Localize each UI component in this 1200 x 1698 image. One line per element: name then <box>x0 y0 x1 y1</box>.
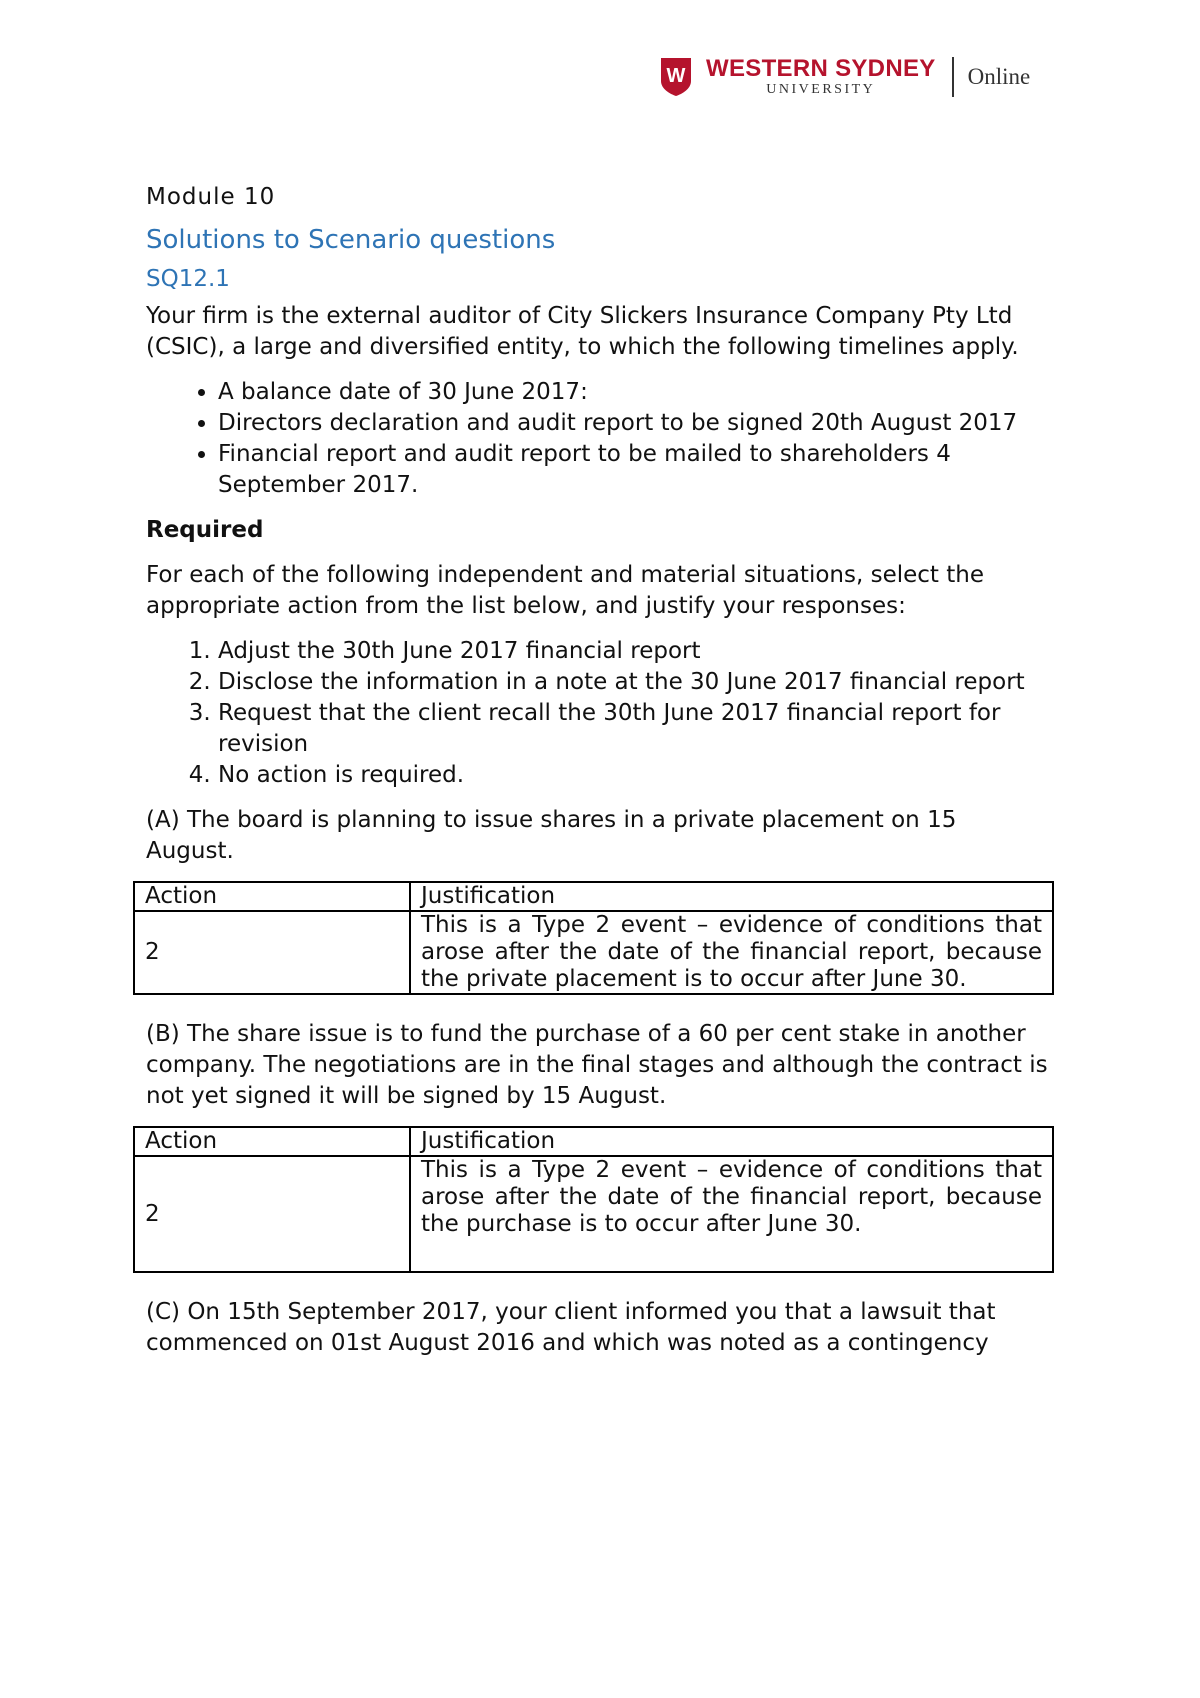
situation-a-text: (A) The board is planning to issue shares in a private placement on 15 August. <box>146 807 957 864</box>
logo-wordmark <box>706 56 936 98</box>
header-action: Action <box>134 882 410 911</box>
logo-initial: W <box>666 65 686 87</box>
list-item: 2. Disclose the information in a note at the 30 June 2017 financial report <box>218 667 1051 698</box>
situation-b-text: (B) The share issue is to fund the purchase of a 60 per cent stake in another company. The negotiations are in the final stages and although the contract is not yet signed it will be signed by 15 August. <box>146 1021 1048 1109</box>
logo-subname: UNIVERSITY <box>766 82 876 97</box>
table-header-row <box>134 1127 1053 1156</box>
list-item: • A balance date of 30 June 2017: <box>218 377 1051 408</box>
page-heading: Solutions to Scenario questions <box>146 225 556 255</box>
logo-suffix: Online <box>967 64 1031 89</box>
header-justification: Justification <box>410 1127 1053 1156</box>
situation-b-table <box>133 1126 1054 1273</box>
list-item: • Financial report and audit report to be mailed to shareholders 4 September 2017. <box>218 439 1051 501</box>
situation-a-table <box>133 881 1054 995</box>
cell-action: 2 <box>134 911 410 994</box>
shield-logo-icon <box>660 57 692 97</box>
cell-action: 2 <box>134 1156 410 1272</box>
question-id: SQ12.1 <box>146 266 230 292</box>
list-item: 3. Request that the client recall the 30th June 2017 financial report for revision <box>218 698 1051 760</box>
intro-paragraph: Your firm is the external auditor of City Slickers Insurance Company Pty Ltd (CSIC), a large and diversified entity, to which the following timelines apply. <box>146 303 1019 360</box>
required-label: Required <box>146 517 264 543</box>
university-logo <box>660 56 1030 98</box>
header-action: Action <box>134 1127 410 1156</box>
logo-divider <box>952 57 954 97</box>
document-body <box>146 182 1051 1373</box>
list-item: 1. Adjust the 30th June 2017 financial report <box>218 636 1051 667</box>
module-title: Module 10 <box>146 184 276 210</box>
table-row <box>134 1156 1053 1272</box>
logo-name: WESTERN SYDNEY <box>706 55 936 82</box>
table-row <box>134 911 1053 994</box>
timeline-list <box>146 377 1051 501</box>
instruction-paragraph: For each of the following independent and material situations, select the appropriate action from the list below, and justify your responses: <box>146 562 984 619</box>
cell-justification: This is a Type 2 event – evidence of conditions that arose after the date of the financial report, because the purchase is to occur after June 30. <box>410 1156 1053 1272</box>
action-list <box>146 636 1051 791</box>
situation-c-text: (C) On 15th September 2017, your client informed you that a lawsuit that commenced on 01st August 2016 and which was noted as a contingency <box>146 1299 996 1356</box>
header-justification: Justification <box>410 882 1053 911</box>
cell-justification: This is a Type 2 event – evidence of conditions that arose after the date of the financial report, because the private placement is to occur after June 30. <box>410 911 1053 994</box>
table-header-row <box>134 882 1053 911</box>
list-item: 4. No action is required. <box>218 760 1051 791</box>
list-item: • Directors declaration and audit report to be signed 20th August 2017 <box>218 408 1051 439</box>
